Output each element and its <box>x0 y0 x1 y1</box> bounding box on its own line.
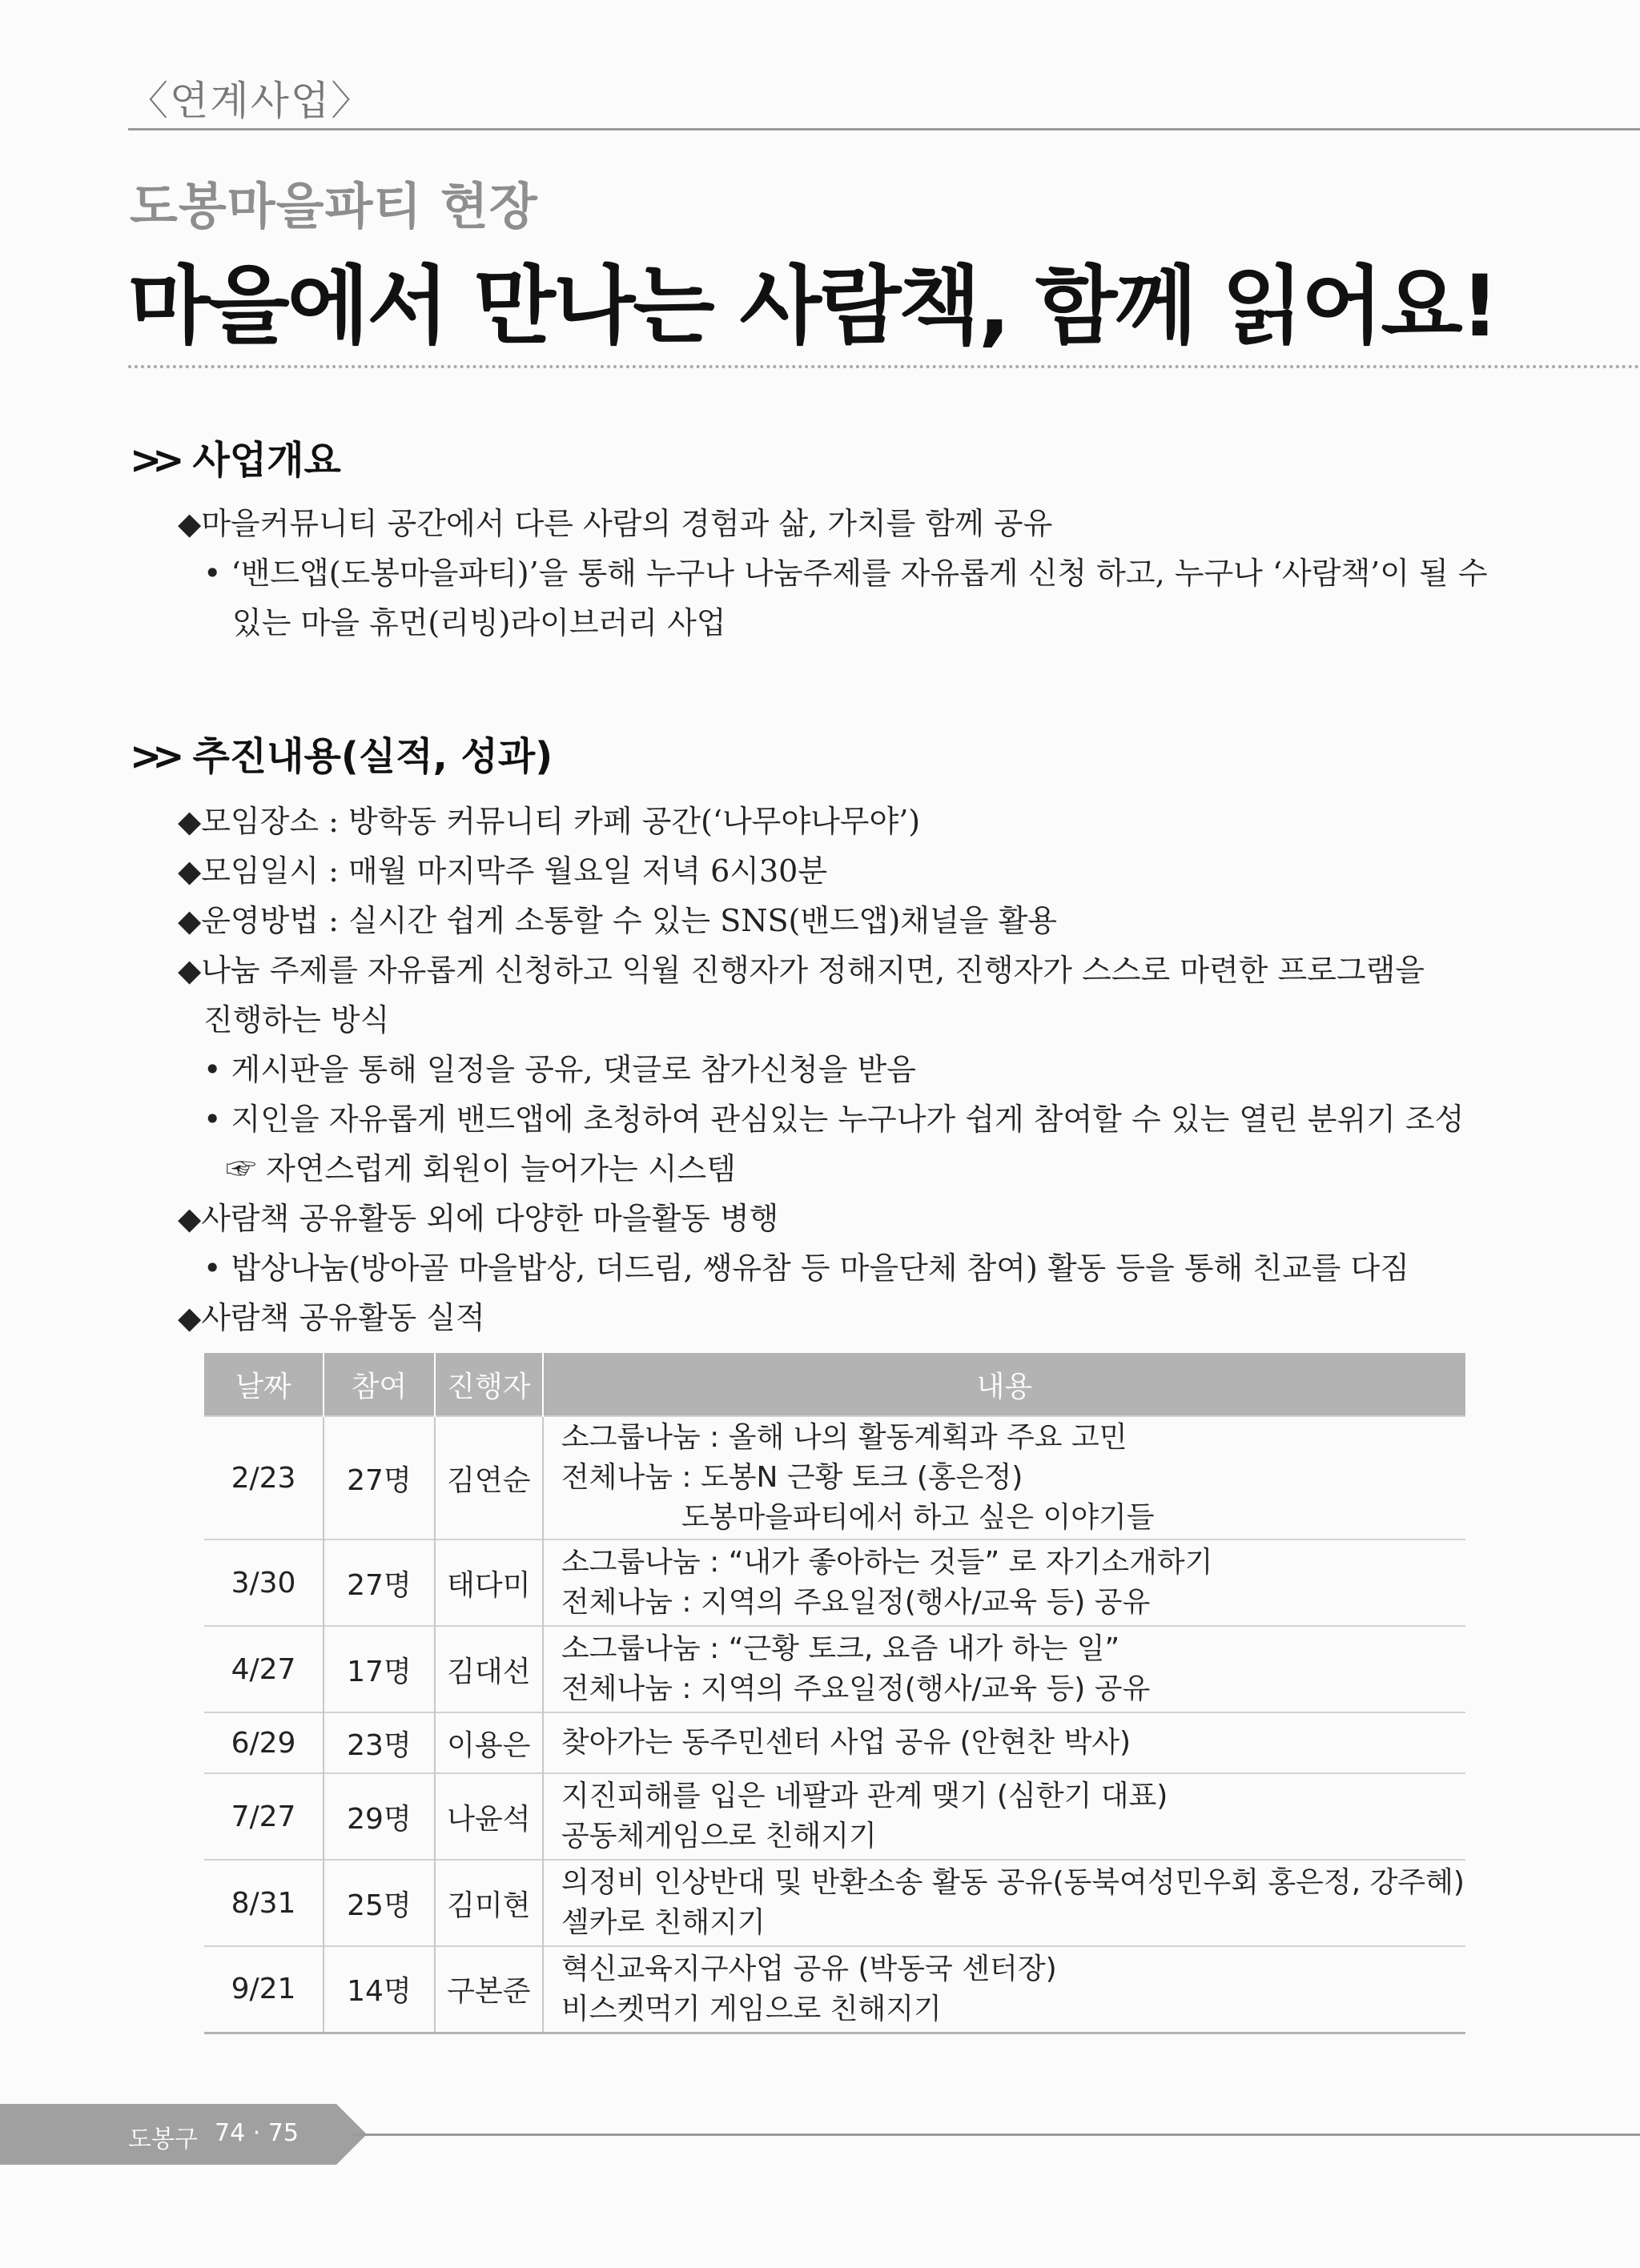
content-line: 공동체게임으로 친해지기 <box>561 1820 877 1853</box>
progress-line: ◆운영방법 : 실시간 쉽게 소통할 수 있는 SNS(밴드앱)채널을 활용 <box>178 903 1057 938</box>
column-header-participants: 참여 <box>324 1353 435 1416</box>
content-line: 소그룹나눔 : “내가 좋아하는 것들” 로 자기소개하기 <box>561 1546 1213 1579</box>
cell-host: 구본준 <box>435 1946 543 2033</box>
table-row <box>204 1712 1465 1773</box>
column-header-content: 내용 <box>543 1353 1465 1416</box>
cell-content <box>543 1860 1465 1946</box>
table-row <box>204 1773 1465 1860</box>
footer-district-label: 도봉구 <box>128 2125 198 2154</box>
cell-content <box>543 1626 1465 1712</box>
progress-line: ☞ 자연스럽게 회원이 늘어가는 시스템 <box>226 1151 736 1186</box>
overview-line: 있는 마을 휴먼(리빙)라이브러리 사업 <box>232 605 726 640</box>
cell-participants: 23명 <box>324 1712 435 1773</box>
table-row <box>204 1626 1465 1712</box>
content-line: 소그룹나눔 : “근황 토크, 요즘 내가 하는 일” <box>561 1632 1120 1665</box>
cell-content <box>543 1416 1465 1539</box>
cell-host: 김대선 <box>435 1626 543 1712</box>
content-line: 지진피해를 입은 네팔과 관계 맺기 (심한기 대표) <box>561 1780 1168 1812</box>
content-line: 비스켓먹기 게임으로 친해지기 <box>561 1992 942 2025</box>
double-chevron-icon: >> <box>130 734 175 779</box>
content-line: 소그룹나눔 : 올해 나의 활동계획과 주요 고민 <box>561 1421 1128 1454</box>
double-chevron-icon: >> <box>130 438 175 483</box>
cell-host: 이용은 <box>435 1712 543 1773</box>
content-line: 전체나눔 : 지역의 주요일정(행사/교육 등) 공유 <box>561 1586 1151 1619</box>
section-heading-text: 사업개요 <box>192 438 341 483</box>
cell-date: 9/21 <box>204 1946 324 2033</box>
section-heading-overview <box>130 429 341 484</box>
cell-participants: 27명 <box>324 1539 435 1626</box>
content-line: 도봉마을파티에서 하고 싶은 이야기들 <box>681 1501 1155 1534</box>
column-header-host: 진행자 <box>435 1353 543 1416</box>
section-heading-text: 추진내용(실적, 성과) <box>192 734 553 779</box>
cell-participants: 14명 <box>324 1946 435 2033</box>
cell-content <box>543 1773 1465 1860</box>
progress-line: ◆사람책 공유활동 외에 다양한 마을활동 병행 <box>178 1201 779 1236</box>
cell-participants: 29명 <box>324 1773 435 1860</box>
cell-date: 4/27 <box>204 1626 324 1712</box>
page-numbers: 74 · 75 <box>215 2119 299 2147</box>
progress-line: • 지인을 자유롭게 밴드앱에 초청하여 관심있는 누구나가 쉽게 참여할 수 있는 열린 분위기 조성 <box>203 1102 1465 1137</box>
cell-host: 김연순 <box>435 1416 543 1539</box>
overview-line: ◆마을커뮤니티 공간에서 다른 사람의 경험과 삶, 가치를 함께 공유 <box>178 506 1053 541</box>
overview-line: • ‘밴드앱(도봉마을파티)’을 통해 누구나 나눔주제를 자유롭게 신청 하고, 누구나 ‘사람책’이 될 수 <box>203 556 1488 591</box>
table-row <box>204 1946 1465 2033</box>
cell-host: 나윤석 <box>435 1773 543 1860</box>
cell-date: 7/27 <box>204 1773 324 1860</box>
table-row <box>204 1539 1465 1626</box>
section-heading-progress <box>130 725 553 781</box>
cell-content <box>543 1946 1465 2033</box>
content-line: 전체나눔 : 지역의 주요일정(행사/교육 등) 공유 <box>561 1672 1151 1705</box>
cell-date: 6/29 <box>204 1712 324 1773</box>
content-line: 전체나눔 : 도봉N 근황 토크 (홍은정) <box>561 1461 1023 1494</box>
cell-participants: 27명 <box>324 1416 435 1539</box>
cell-participants: 25명 <box>324 1860 435 1946</box>
page-subtitle: 도봉마을파티 현장 <box>130 177 538 235</box>
results-table <box>204 1353 1465 2034</box>
column-header-date: 날짜 <box>204 1353 324 1416</box>
cell-content <box>543 1539 1465 1626</box>
top-rule <box>128 128 1640 130</box>
cell-participants: 17명 <box>324 1626 435 1712</box>
cell-content <box>543 1712 1465 1773</box>
dotted-divider <box>128 365 1640 368</box>
table-header-row <box>204 1353 1465 1416</box>
progress-line: • 밥상나눔(방아골 마을밥상, 더드림, 쌩유참 등 마을단체 참여) 활동 등을 통해 친교를 다짐 <box>203 1250 1409 1286</box>
content-line: 의정비 인상반대 및 반환소송 활동 공유(동북여성민우회 홍은정, 강주혜) <box>561 1866 1465 1899</box>
cell-date: 2/23 <box>204 1416 324 1539</box>
footer-rule <box>352 2134 1640 2136</box>
progress-line: • 게시판을 통해 일정을 공유, 댓글로 참가신청을 받음 <box>203 1052 916 1087</box>
progress-line: ◆사람책 공유활동 실적 <box>178 1300 485 1335</box>
content-line: 셀카로 친해지기 <box>561 1906 766 1939</box>
cell-date: 3/30 <box>204 1539 324 1626</box>
progress-line: ◆모임장소 : 방학동 커뮤니티 카페 공간(‘나무야나무야’) <box>178 804 921 839</box>
content-line: 혁신교육지구사업 공유 (박동국 센터장) <box>561 1952 1057 1985</box>
category-label: 〈연계사업〉 <box>128 78 373 124</box>
table-row <box>204 1860 1465 1946</box>
cell-date: 8/31 <box>204 1860 324 1946</box>
page-title: 마을에서 만나는 사람책, 함께 읽어요! <box>128 257 1497 355</box>
cell-host: 태다미 <box>435 1539 543 1626</box>
progress-line: ◆모임일시 : 매월 마지막주 월요일 저녁 6시30분 <box>178 853 828 889</box>
progress-line: 진행하는 방식 <box>203 1002 390 1038</box>
content-line: 찾아가는 동주민센터 사업 공유 (안현찬 박사) <box>561 1726 1132 1759</box>
progress-line: ◆나눔 주제를 자유롭게 신청하고 익월 진행자가 정해지면, 진행자가 스스로 마련한 프로그램을 <box>178 953 1425 988</box>
table-row <box>204 1416 1465 1539</box>
cell-host: 김미현 <box>435 1860 543 1946</box>
